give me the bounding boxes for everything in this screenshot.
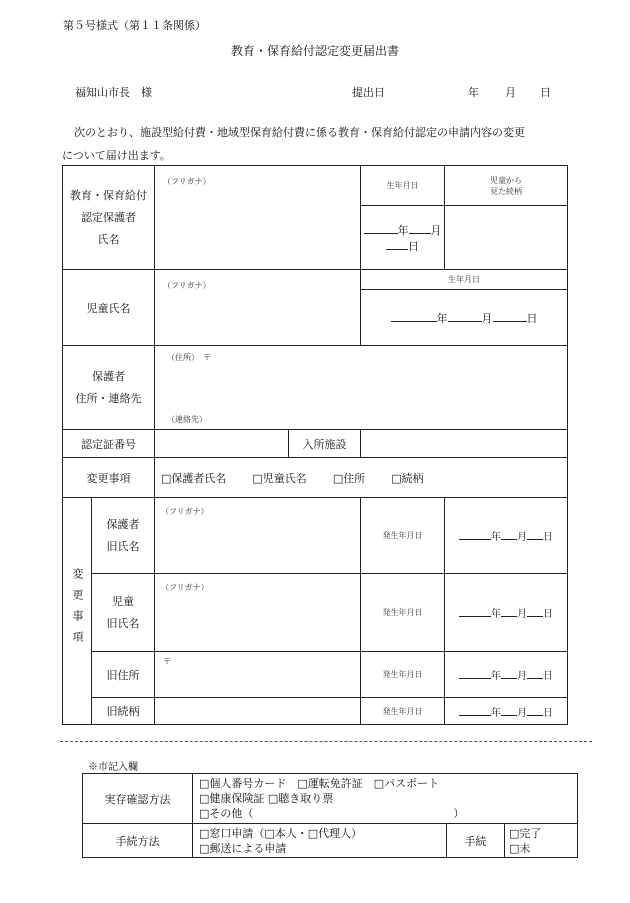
procedure-status-options[interactable] xyxy=(505,824,578,858)
office-use-label: ※市記入欄 xyxy=(88,762,138,773)
old-guardian-label: 保護者 旧氏名 xyxy=(92,498,155,574)
page-title: 教育・保育給付認定変更届出書 xyxy=(230,44,399,58)
id-check-options[interactable] xyxy=(193,774,578,824)
procedure-status-label: 手続 xyxy=(447,824,505,858)
submit-month[interactable]: 月 xyxy=(505,86,516,99)
old-address-label: 旧住所 xyxy=(92,652,155,698)
main-form-table xyxy=(62,165,568,725)
id-check-close: ） xyxy=(453,807,465,820)
change-address-checkbox[interactable]: □住所 xyxy=(332,471,366,485)
og-day: 日 xyxy=(543,532,554,543)
guardian-birthdate-label: 生年月日 xyxy=(361,166,445,206)
intro-line-2: について届け出ます。 xyxy=(62,149,171,162)
child-birthdate-input[interactable]: 年 月 日 xyxy=(361,290,568,346)
old-address-input[interactable]: 〒 xyxy=(155,652,361,698)
id-check-line-1[interactable]: □個人番号カード □運転免許証 □パスポート xyxy=(199,777,440,790)
submit-year[interactable]: 年 xyxy=(468,86,479,99)
old-child-date-input[interactable]: 年 月 日 xyxy=(445,574,568,652)
change-relation-checkbox[interactable]: □続柄 xyxy=(391,471,424,485)
old-relation-date-input[interactable]: 年 月 日 xyxy=(445,698,568,725)
cb-month: 月 xyxy=(481,311,493,325)
old-guardian-date-input[interactable]: 年 月 日 xyxy=(445,498,568,574)
or-month: 月 xyxy=(517,707,528,719)
procedure-label: 手続方法 xyxy=(83,824,193,858)
change-vertical-label: 変更事項 xyxy=(63,498,92,725)
intro-line-1: 次のとおり、施設型給付費・地域型保育給付費に係る教育・保育給付認定の申請内容の変更 xyxy=(74,126,525,139)
address-label: 保護者 住所・連絡先 xyxy=(63,346,155,430)
relation-input[interactable] xyxy=(445,206,568,270)
addressee: 福知山市長 様 xyxy=(75,86,152,99)
change-guardian-checkbox[interactable]: □保護者氏名 xyxy=(161,471,227,485)
residence-label: （住所） 〒 xyxy=(167,353,211,362)
oa-month: 月 xyxy=(517,671,528,682)
child-birthdate-label: 生年月日 xyxy=(361,270,568,290)
change-items-label: 変更事項 xyxy=(63,458,155,498)
guardian-name-label: 教育・保育給付 認定保護者 氏名 xyxy=(63,166,155,270)
cert-number-label: 認定証番号 xyxy=(63,430,155,458)
id-check-label: 実存確認方法 xyxy=(83,774,193,824)
og-month: 月 xyxy=(517,532,528,543)
status-done-checkbox[interactable]: □完了 xyxy=(509,826,542,840)
guardian-name-input[interactable]: （フリガナ） xyxy=(155,166,361,270)
gb-month: 月 xyxy=(430,223,442,237)
old-address-date-label: 発生年月日 xyxy=(361,652,445,698)
old-guardian-date-label: 発生年月日 xyxy=(361,498,445,574)
submit-day[interactable]: 日 xyxy=(540,86,551,99)
old-address-date-input[interactable]: 年 月 日 xyxy=(445,652,568,698)
contact-label: （連絡先） xyxy=(167,415,207,424)
id-check-line-2[interactable]: □健康保険証 □聴き取り票 xyxy=(199,792,334,805)
old-guardian-input[interactable]: （フリガナ） xyxy=(155,498,361,574)
old-child-date-label: 発生年月日 xyxy=(361,574,445,652)
address-label-2: 住所・連絡先 xyxy=(75,391,142,405)
form-number: 第５号様式（第１１条関係） xyxy=(63,19,206,32)
procedure-line-1[interactable]: □窓口申請（□本人・□代理人） xyxy=(199,826,363,840)
relation-label-2: 見た続柄 xyxy=(490,186,523,196)
oc-month: 月 xyxy=(517,609,528,620)
change-child-checkbox[interactable]: □児童氏名 xyxy=(252,471,307,485)
old-relation-date-label: 発生年月日 xyxy=(361,698,445,725)
procedure-options[interactable] xyxy=(193,824,447,858)
gb-day: 日 xyxy=(408,239,420,253)
old-relation-label: 旧続柄 xyxy=(92,698,155,725)
address-input[interactable] xyxy=(155,346,568,430)
old-relation-input[interactable] xyxy=(155,698,361,725)
old-child-label-2: 旧氏名 xyxy=(106,616,140,630)
cb-day: 日 xyxy=(526,311,538,325)
procedure-line-2[interactable]: □郵送による申請 xyxy=(199,841,287,855)
facility-label: 入所施設 xyxy=(289,430,361,458)
office-use-table xyxy=(82,773,578,858)
old-child-input[interactable]: （フリガナ） xyxy=(155,574,361,652)
cut-line xyxy=(60,741,592,742)
guardian-name-label-3: 氏名 xyxy=(97,232,120,246)
child-name-input[interactable]: （フリガナ） xyxy=(155,270,361,346)
guardian-name-label-2: 認定保護者 xyxy=(81,210,136,224)
oc-day: 日 xyxy=(543,609,554,620)
oa-day: 日 xyxy=(543,671,554,682)
old-child-label: 児童 旧氏名 xyxy=(92,574,155,652)
old-guardian-label-2: 旧氏名 xyxy=(106,539,140,553)
status-pending-checkbox[interactable]: □未 xyxy=(509,841,531,855)
guardian-birthdate-input[interactable]: 年 月日 xyxy=(361,206,445,270)
id-check-line-3[interactable]: □その他（ ） xyxy=(199,807,465,820)
change-items-options xyxy=(155,458,568,498)
or-day: 日 xyxy=(543,707,554,719)
submit-date-label: 提出日 xyxy=(352,86,385,99)
facility-input[interactable] xyxy=(361,430,568,458)
child-name-label: 児童氏名 xyxy=(63,270,155,346)
relation-label: 児童から 見た続柄 xyxy=(445,166,568,206)
cert-number-input[interactable] xyxy=(155,430,289,458)
